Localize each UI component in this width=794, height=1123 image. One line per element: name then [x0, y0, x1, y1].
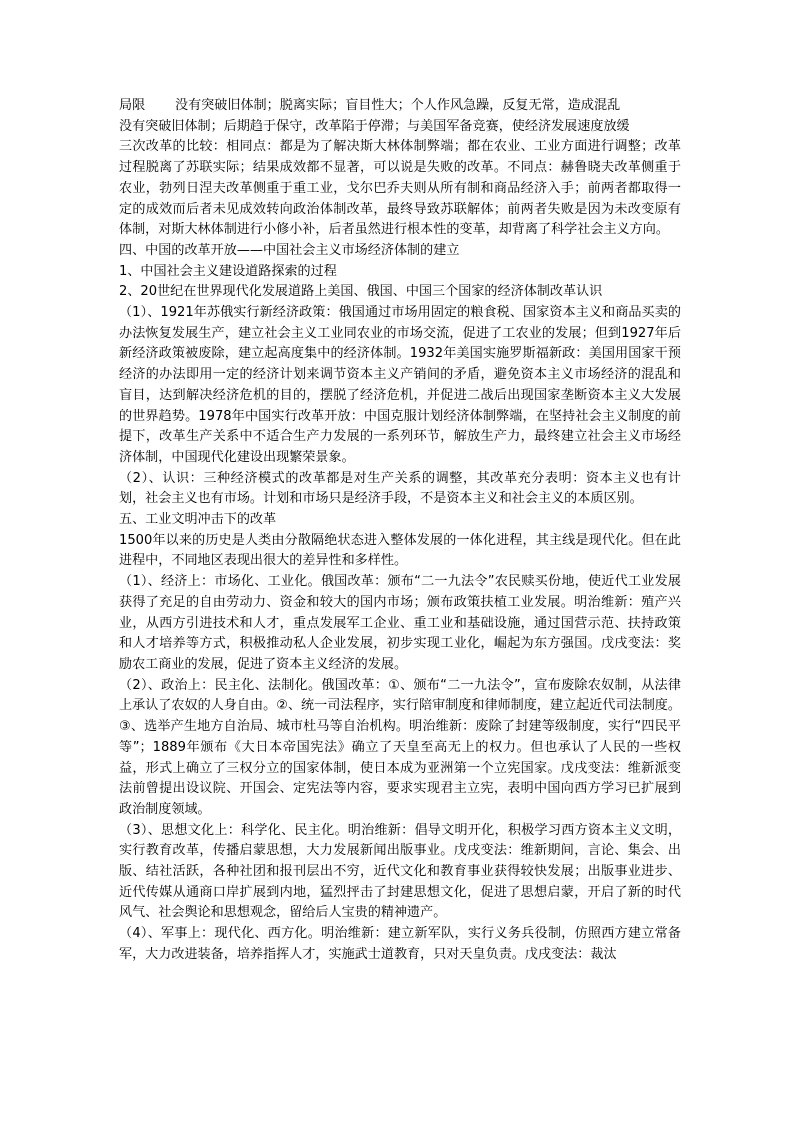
- limitation-label: 局限: [119, 98, 146, 113]
- limitation-text-1: 没有突破旧体制；脱离实际；盲目性大；个人作风急躁，反复无常，造成混乱: [175, 98, 621, 113]
- paragraph-4-2-1: （1）、1921年苏俄实行新经济政策：俄国通过市场用固定的粮食税、国家资本主义和商品买卖的办法恢复发展生产，建立社会主义工业同农业的市场交流，促进了工农业的发展；但到1927年后新经济政策被废除，建立起高度集中的经济体制。1932年美国实施罗斯福新政：美国用国家干预经济的办法即用一定的经济计划来调节资本主义产销间的矛盾，避免资本主义市场经济的混乱和盲目，达到解决经济危机的目的，摆脱了经济危机，并促进二战后出现国家垄断资本主义大发展的世界趋势。1978年中国实行改革开放：中国克服计划经济体制弊端，在坚持社会主义制度的前提下，改革生产关系中不适合生产力发展的一系列环节，解放生产力，最终建立社会主义市场经济体制，中国现代化建设出现繁荣景象。: [119, 305, 681, 465]
- paragraph-5-culture: （3）、思想文化上：科学化、民主化。明治维新：倡导文明开化，积极学习西方资本主义文明，实行教育改革，传播启蒙思想，大力发展新闻出版事业。戊戌变法：维新期间，言论、集会、出版、结社活跃，各种社团和报刊层出不穷，近代文化和教育事业获得较快发展；出版事业进步、近代传媒从通商口岸扩展到内地，猛烈抨击了封建思想文化，促进了思想启蒙，开启了新的时代风气、社会舆论和思想观念，留给后人宝贵的精神遗产。: [119, 822, 681, 921]
- paragraph-4-2-2: （2）、认识：三种经济模式的改革都是对生产关系的调整，其改革充分表明：资本主义也有计划，社会主义也有市场。计划和市场只是经济手段，不是资本主义和社会主义的本质区别。: [119, 470, 681, 507]
- paragraph-5-military: （4）、军事上：现代化、西方化。明治维新：建立新军队，实行义务兵役制，仿照西方建立常备军，大力改进装备，培养指挥人才，实施武士道教育，只对天皇负责。戊戌变法：裁汰: [119, 926, 681, 962]
- paragraph-5-economy: （1）、经济上：市场化、工业化。俄国改革：颁布“二一九法令”农民赎买份地，使近代工业发展获得了充足的自由劳动力、资金和较大的国内市场；颁布政策扶植工业发展。明治维新：殖产兴业，从西方引进技术和人才，重点发展军工企业、重工业和基础设施，通过国营示范、扶持政策和人才培养等方式，积极推动私人企业发展，初步实现工业化，崛起为东方强国。戊戌变法：奖励农工商业的发展，促进了资本主义经济的发展。: [119, 574, 681, 672]
- section-heading-5: 五、工业文明冲击下的改革: [119, 512, 277, 528]
- subheading-4-1: 1、中国社会主义建设道路探索的过程: [119, 263, 337, 279]
- limitation-text-2: 没有突破旧体制；后期趋于保守，改革陷于停滞；与美国军备竞赛，使经济发展速度放缓: [119, 118, 630, 134]
- paragraph-5-intro: 1500年以来的历史是人类由分散隔绝状态进入整体发展的一体化进程，其主线是现代化。但在此进程中，不同地区表现出很大的差异性和多样性。: [119, 532, 681, 569]
- subheading-4-2: 2、20世纪在世界现代化发展道路上美国、俄国、中国三个国家的经济体制改革认识: [119, 284, 603, 300]
- limitation-row: [119, 96, 681, 117]
- section-heading-4: 四、中国的改革开放——中国社会主义市场经济体制的建立: [119, 242, 460, 258]
- paragraph-comparison: 三次改革的比较：相同点：都是为了解决斯大林体制弊端；都在农业、工业方面进行调整；改革过程脱离了苏联实际；结果成效都不显著，可以说是失败的改革。不同点：赫鲁晓夫改革侧重于农业，勃列日涅夫改革侧重于重工业，戈尔巴乔夫则从所有制和商品经济入手；前两者都取得一定的成效而后者未见成效转向政治体制改革，最终导致苏联解体；前两者失败是因为未改变原有体制，对斯大林体制进行小修小补，后者虽然进行根本性的变革，却背离了科学社会主义方向。: [119, 139, 681, 238]
- paragraph-5-politics: （2）、政治上：民主化、法制化。俄国改革：①、颁布“二一九法令”，宣布废除农奴制，从法律上承认了农奴的人身自由。②、统一司法程序，实行陪审制度和律师制度，建立起近代司法制度。③、选举产生地方自治局、城市杜马等自治机构。明治维新：废除了封建等级制度，实行“四民平等”；1889年颁布《大日本帝国宪法》确立了天皇至高无上的权力。但也承认了人民的一些权益，形式上确立了三权分立的国家体制，使日本成为亚洲第一个立宪国家。戊戌变法：维新派变法前曾提出设议院、开国会、定宪法等内容，要求实现君主立宪，表明中国向西方学习已扩展到政治制度领域。: [119, 677, 681, 817]
- limitation-row-2: [119, 117, 681, 138]
- document-body: [119, 96, 681, 966]
